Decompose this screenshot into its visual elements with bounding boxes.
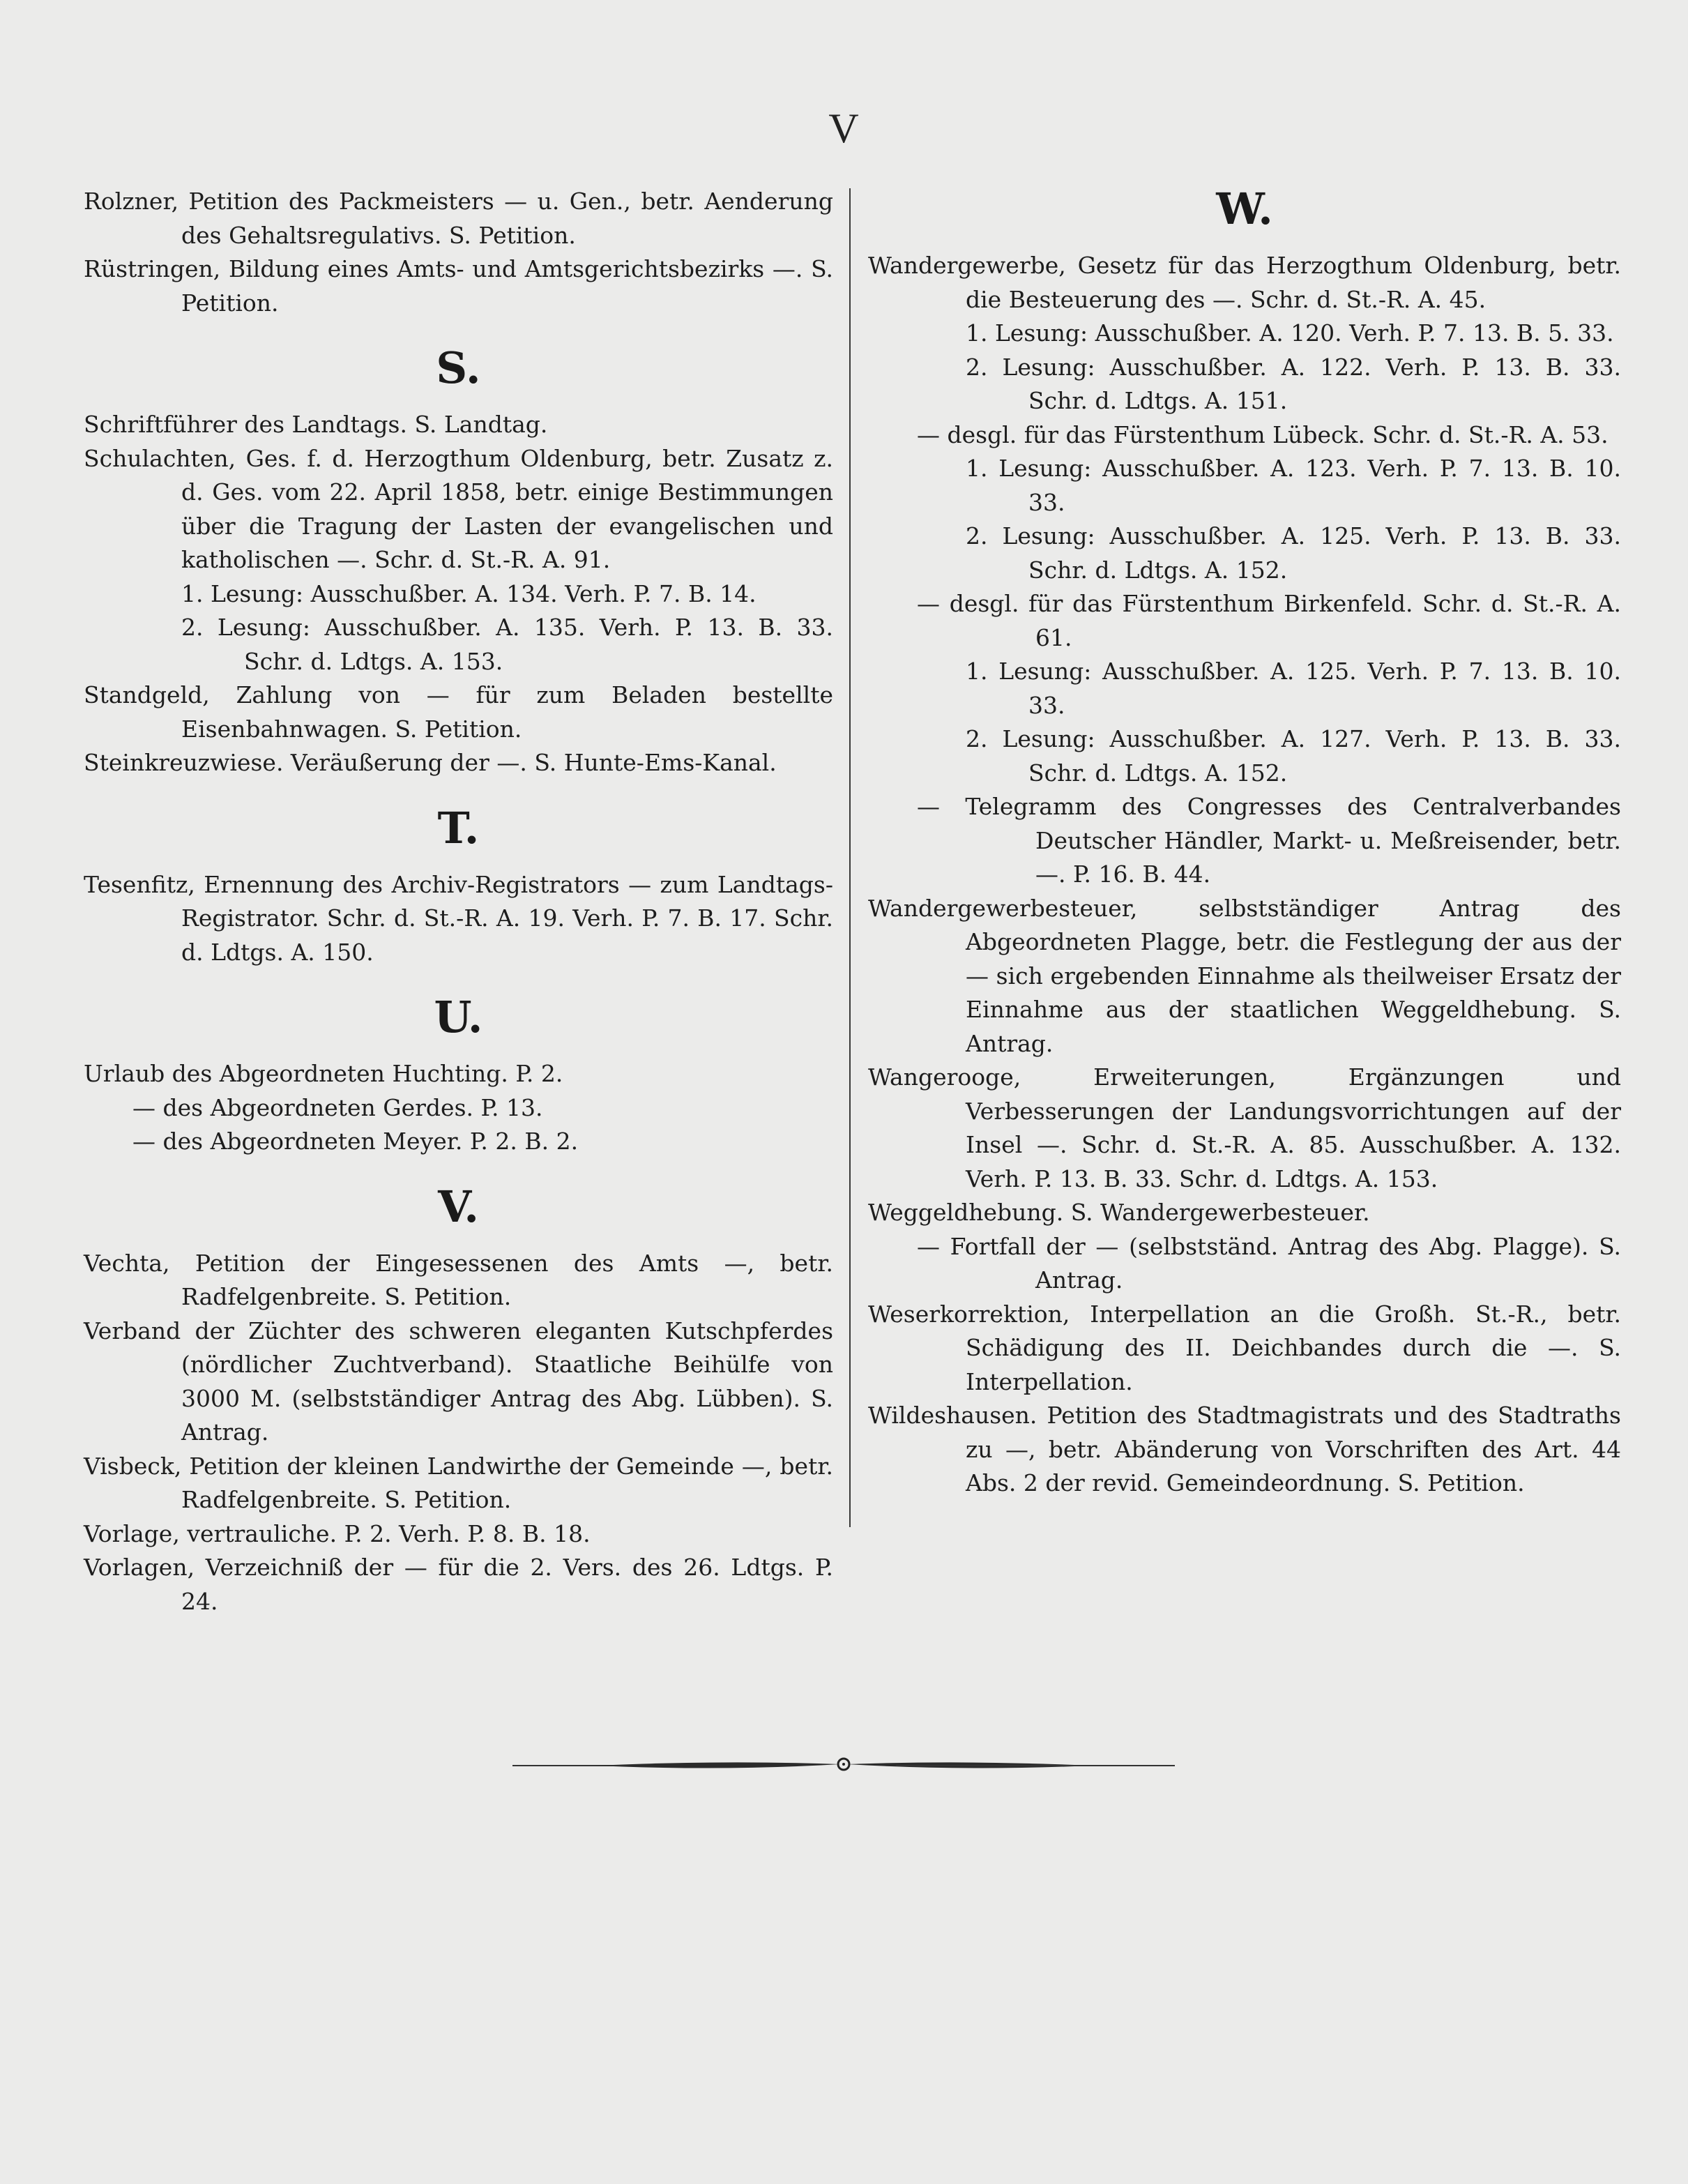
index-entry: Rolzner, Petition des Packmeisters — u. Gen., betr. Aenderung des Gehaltsregulativs. S. Petition. xyxy=(84,188,833,249)
index-entry: Wandergewerbe, Gesetz für das Herzogthum Oldenburg, betr. die Besteuerung des —. Schr. d. St.-R. A. 45. xyxy=(868,252,1621,313)
index-entry: Steinkreuzwiese. Veräußerung der —. S. Hunte-Ems-Kanal. xyxy=(84,749,777,776)
index-entry: Weserkorrektion, Interpellation an die Großh. St.-R., betr. Schädigung des II. Deichbandes durch die —. S. Interpellation. xyxy=(868,1300,1621,1395)
section-letter-heading: W. xyxy=(1216,183,1273,234)
index-entry: Wandergewerbesteuer, selbstständiger Antrag des Abgeordneten Plagge, betr. die Festlegung der aus der — sich ergebenden Einnahme als theilweiser Ersatz der Einnahme aus der staatlichen Weggeldhebung. S. Antrag. xyxy=(868,894,1621,1057)
index-entry: Vorlage, vertrauliche. P. 2. Verh. P. 8. B. 18. xyxy=(84,1519,591,1547)
index-entry: Urlaub des Abgeordneten Huchting. P. 2. xyxy=(84,1060,563,1087)
index-entry: Visbeck, Petition der kleinen Landwirthe der Gemeinde —, betr. Radfelgenbreite. S. Petition. xyxy=(84,1452,833,1513)
index-reading-entry: 1. Lesung: Ausschußber. A. 134. Verh. P. 7. B. 14. xyxy=(181,579,756,607)
index-entry: Vorlagen, Verzeichniß der — für die 2. Vers. des 26. Ldtgs. P. 24. xyxy=(84,1554,833,1615)
section-letter-heading: T. xyxy=(437,802,480,854)
section-letter-heading: S. xyxy=(436,342,481,393)
index-entry: Tesenfitz, Ernennung des Archiv-Registrators — zum Landtags-Registrator. Schr. d. St.-R. A. 19. Verh. P. 7. B. 17. Schr. d. Ldtgs. A. 150. xyxy=(84,870,833,966)
index-reading-entry: 1. Lesung: Ausschußber. A. 125. Verh. P. 7. 13. B. 10. 33. xyxy=(966,658,1621,719)
page-number: V xyxy=(828,105,859,151)
index-entry: Schriftführer des Landtags. S. Landtag. xyxy=(84,411,548,438)
index-reading-entry: 2. Lesung: Ausschußber. A. 135. Verh. P. 13. B. 33. Schr. d. Ldtgs. A. 153. xyxy=(181,614,833,675)
index-entry: Rüstringen, Bildung eines Amts- und Amtsgerichtsbezirks —. S. Petition. xyxy=(84,255,833,317)
section-letter-heading: U. xyxy=(434,992,483,1042)
left-index-column xyxy=(84,185,833,1618)
index-subentry: — des Abgeordneten Meyer. P. 2. B. 2. xyxy=(132,1128,579,1155)
column-divider xyxy=(849,188,851,1527)
index-subentry: — desgl. für das Fürstenthum Lübeck. Schr. d. St.-R. A. 53. xyxy=(917,420,1609,448)
index-entry: Verband der Züchter des schweren eleganten Kutschpferdes (nördlicher Zuchtverband). Staatliche Beihülfe von 3000 M. (selbstständiger Antrag des Abg. Lübben). S. Antrag. xyxy=(84,1317,833,1446)
index-reading-entry: 2. Lesung: Ausschußber. A. 125. Verh. P. 13. B. 33. Schr. d. Ldtgs. A. 152. xyxy=(966,522,1621,584)
index-entry: Wangerooge, Erweiterungen, Ergänzungen und Verbesserungen der Landungsvorrichtungen auf der Insel —. Schr. d. St.-R. A. 85. Ausschußber. A. 132. Verh. P. 13. B. 33. Schr. d. Ldtgs. A. 153. xyxy=(868,1063,1621,1192)
index-entry: Weggeldhebung. S. Wandergewerbesteuer. xyxy=(868,1199,1370,1226)
index-entry: Standgeld, Zahlung von — für zum Beladen bestellte Eisenbahnwagen. S. Petition. xyxy=(84,681,833,743)
index-subentry: — desgl. für das Fürstenthum Birkenfeld. Schr. d. St.-R. A. 61. xyxy=(917,590,1621,651)
index-reading-entry: 2. Lesung: Ausschußber. A. 122. Verh. P. 13. B. 33. Schr. d. Ldtgs. A. 151. xyxy=(966,353,1621,414)
index-entry: Schulachten, Ges. f. d. Herzogthum Oldenburg, betr. Zusatz z. d. Ges. vom 22. April 1858, betr. einige Bestimmungen über die Tragung der Lasten der evangelischen und katholischen —. Schr. d. St.-R. A. 91. xyxy=(84,444,833,573)
index-reading-entry: 1. Lesung: Ausschußber. A. 123. Verh. P. 7. 13. B. 10. 33. xyxy=(966,455,1621,516)
index-entry: Vechta, Petition der Eingesessenen des Amts —, betr. Radfelgenbreite. S. Petition. xyxy=(84,1249,833,1310)
index-subentry: — des Abgeordneten Gerdes. P. 13. xyxy=(132,1093,543,1121)
index-subentry: — Telegramm des Congresses des Centralverbandes Deutscher Händler, Markt- u. Meßreisender, betr. —. P. 16. B. 44. xyxy=(917,793,1621,888)
section-letter-heading: V. xyxy=(438,1181,479,1232)
index-reading-entry: 1. Lesung: Ausschußber. A. 120. Verh. P. 7. 13. B. 5. 33. xyxy=(966,319,1614,347)
index-subentry: — Fortfall der — (selbstständ. Antrag des Abg. Plagge). S. Antrag. xyxy=(917,1232,1621,1294)
index-entry: Wildeshausen. Petition des Stadtmagistrats und des Stadtraths zu —, betr. Abänderung von Vorschriften des Art. 44 Abs. 2 der revid. Gemeindeordnung. S. Petition. xyxy=(868,1402,1621,1496)
right-index-column xyxy=(868,185,1621,1501)
end-ornament xyxy=(512,1745,1175,1787)
index-reading-entry: 2. Lesung: Ausschußber. A. 127. Verh. P. 13. B. 33. Schr. d. Ldtgs. A. 152. xyxy=(966,725,1621,787)
